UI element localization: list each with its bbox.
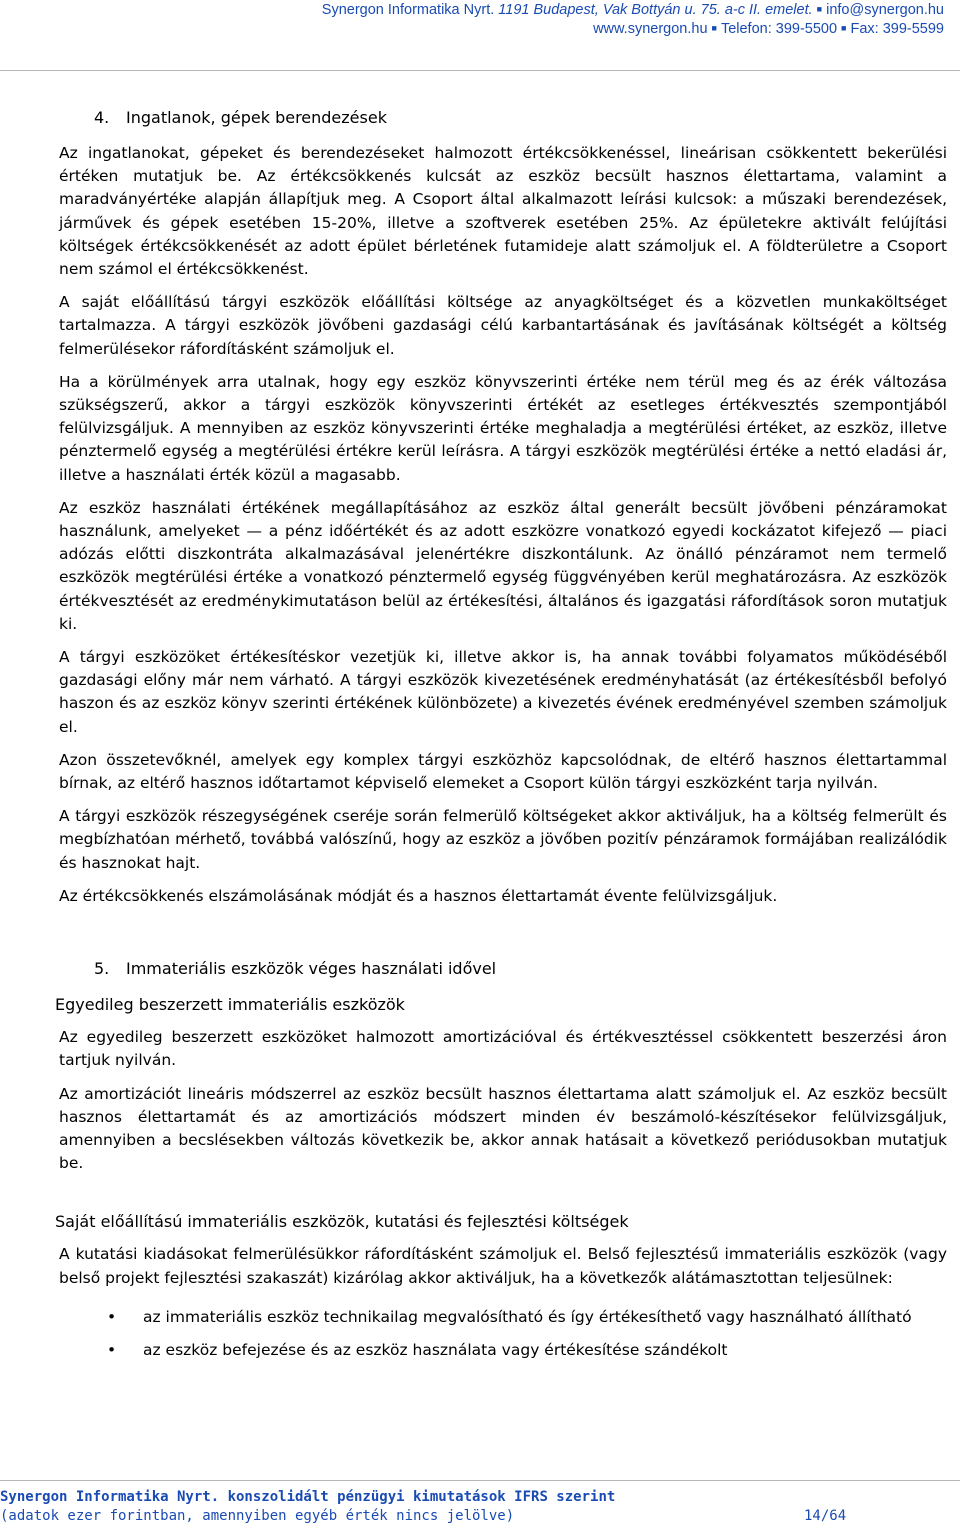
section-5-heading: [94, 957, 947, 981]
company-name: Synergon Informatika Nyrt.: [321, 2, 495, 18]
section-number: 5.: [94, 959, 110, 979]
list-item: [59, 1306, 947, 1329]
page-number: 14/64: [804, 1508, 847, 1524]
separator-square-icon: ■: [841, 23, 847, 33]
paragraph: A tárgyi eszközök részegységének cseréje során felmerülő költségeket akkor aktiváljuk, ha a költség felmerült és megbízhatóan mérhető, továbbá valószínű, hogy az eszköz a jövőben pozitív pénzáramok formájában realizálódik és hasznokat hajt.: [59, 807, 947, 872]
paragraph: Ha a körülmények arra utalnak, hogy egy eszköz könyvszerinti értéke nem térül meg és az érék változása szükségszerű, akkor a tárgyi eszközök könyvszerinti értékét az esetleges értékvesztés szempontjából felülvizsgáljuk. A mennyiben az eszköz könyvszerinti értéke meghaladja a megtérülési értéket, az eszköz, illetve pénztermelő egység a megtérülési értékre kerül leírásra. A tárgyi eszközök megtérülési értéke a nettó eladási ár, illetve a használati érték közül a magasabb.: [59, 372, 947, 484]
footer-report-title: Synergon Informatika Nyrt. konszolidált pénzügyi kimutatások IFRS szerint: [0, 1489, 616, 1505]
footer-units-note: (adatok ezer forintban, amennyiben egyéb érték nincs jelölve): [0, 1508, 515, 1524]
section-title: Immateriális eszközök véges használati idővel: [126, 959, 497, 979]
list-item-text: az eszköz befejezése és az eszköz használata vagy értékesítése szándékolt: [143, 1340, 728, 1359]
section-number: 4.: [94, 108, 110, 127]
bullet-icon: •: [107, 1307, 117, 1326]
company-website-link[interactable]: www.synergon.hu: [593, 21, 708, 37]
paragraph: Azon összetevőknél, amelyek egy komplex tárgyi eszközhöz kapcsolódnak, de eltérő hasznos élettartammal bírnak, az eltérő hasznos időtartamot képviselő elemeket a Csoport külön tárgyi eszközként tarja nyilván.: [59, 750, 947, 793]
paragraph: Az ingatlanokat, gépeket és berendezéseket halmozott értékcsökkenéssel, lineárisan csökkentett bekerülési értéken mutatjuk be. Az értékcsökkenés kulcsát az eszköz becsült hasznos élettartama, valamint a maradványértéke alapján állapítjuk meg. A Csoport által alkalmazott leírási kulcsok: a műszaki berendezések, járművek és gépek esetében 15-20%, illetve a szoftverek esetében 25%. Az épületekre aktivált felújítási költségek értékcsökkenését az adott épület bérletének futamideje alatt számoljuk el. A földterületre a Csoport nem számol el értékcsökkenést.: [59, 144, 947, 279]
section-4-heading: [94, 106, 947, 130]
paragraph: A tárgyi eszközöket értékesítéskor vezetjük ki, illetve akkor is, ha annak további folyamatos működéséből gazdasági előny már nem várható. A tárgyi eszközök kivezetésének eredményhatását (az értékesítésből befolyó haszon és az eszköz könyv szerinti értékének különbözete) a kivezetés évének eredményével szemben számoljuk el.: [59, 648, 947, 736]
paragraph: A kutatási kiadásokat felmerülésükkor ráfordításként számoljuk el. Belső fejlesztésű immateriális eszközök (vagy belső projekt fejlesztési szakaszát) kizárólag akkor aktiváljuk, ha a következők alátámasztottan teljesülnek:: [59, 1245, 947, 1287]
document-body: [55, 106, 947, 1372]
company-email-link[interactable]: info@synergon.hu: [826, 2, 944, 18]
paragraph: Az egyedileg beszerzett eszközöket halmozott amortizációval és értékvesztéssel csökkentett beszerzési áron tartjuk nyilván.: [59, 1028, 947, 1070]
footer-note-row: [0, 1507, 850, 1526]
separator-square-icon: ■: [711, 23, 717, 33]
paragraph: Az amortizációt lineáris módszerrel az eszköz becsült hasznos élettartama alatt számoljuk el. Az eszköz becsült hasznos élettartamát és az amortizációs módszert minden év beszámoló-készítésekor felülvizsgáljuk, amennyiben a becslésekben változás következik be, akkor annak hatásait a következő periódusokban mutatjuk be.: [59, 1084, 947, 1173]
subsection-heading: Saját előállítású immateriális eszközök, kutatási és fejlesztési költségek: [55, 1212, 629, 1232]
footer-divider: [0, 1480, 960, 1481]
header-line-1: [304, 0, 944, 19]
paragraph: Az értékcsökkenés elszámolásának módját és a hasznos élettartamát évente felülvizsgáljuk.: [59, 886, 778, 905]
list-item: [59, 1339, 947, 1362]
page-header: [304, 0, 944, 38]
header-divider: [0, 70, 960, 71]
header-line-2: [304, 19, 944, 38]
bullet-icon: •: [107, 1340, 117, 1359]
subsection-heading: Egyedileg beszerzett immateriális eszközök: [55, 995, 405, 1015]
section-title: Ingatlanok, gépek berendezések: [126, 108, 387, 127]
paragraph: Az eszköz használati értékének megállapításához az eszköz által generált becsült jövőbeni pénzáramokat használunk, amelyeket — a pénz időértékét és az adott eszközre vonatkozó egyedi kockázatot kifejező — piaci adózás előtti diszkontráta alkalmazásával jelenértékre diszkontálunk. Az önálló pénzáramot nem termelő eszközök megtérülési értéke a vonatkozó pénztermelő egység függvényében kerül meghatározásra. Az eszközök értékvesztését az eredménykimutatáson belül az értékesítési, általános és igazgatási ráfordítások soron mutatjuk ki.: [59, 498, 947, 633]
company-phone: Telefon: 399-5500: [720, 21, 838, 37]
company-fax: Fax: 399-5599: [850, 21, 944, 37]
company-address: 1191 Budapest, Vak Bottyán u. 75. a-c II. emelet.: [498, 2, 813, 18]
page-footer: [0, 1488, 850, 1526]
list-item-text: az immateriális eszköz technikailag megvalósítható és így értékesíthető vagy használható állítható: [143, 1307, 912, 1326]
paragraph: A saját előállítású tárgyi eszközök előállítási költsége az anyagköltséget és a közvetlen munkaköltséget tartalmazza. A tárgyi eszközök jövőbeni gazdasági célú karbantartásának és javításának költségét a költség felmerülésekor ráfordításként számoljuk el.: [59, 293, 947, 358]
requirements-list: [59, 1306, 947, 1362]
separator-square-icon: ■: [816, 4, 823, 14]
